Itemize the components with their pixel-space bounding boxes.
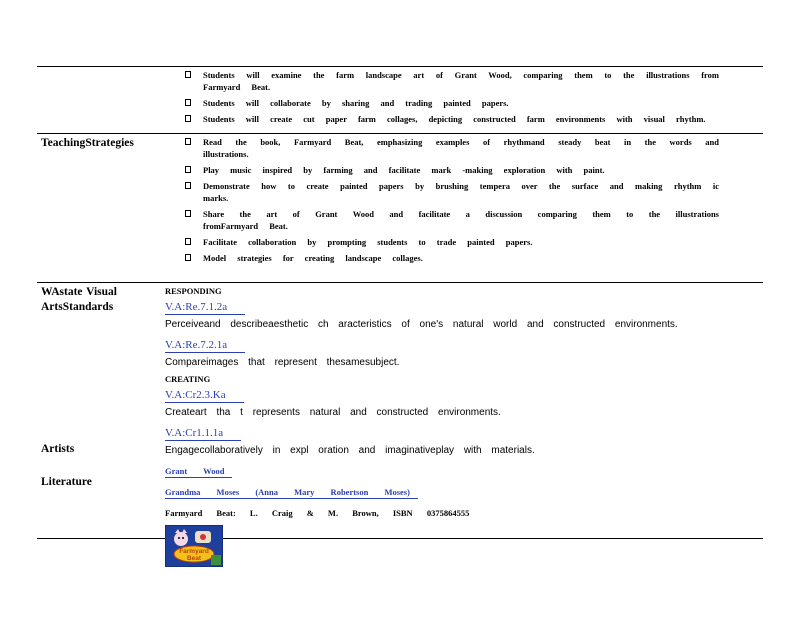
objective-item: Students will collaborate by sharing and trading painted papers.	[185, 97, 719, 109]
objectives-content	[165, 67, 763, 133]
lesson-plan-table	[37, 66, 763, 562]
responding-heading: RESPONDING	[165, 286, 222, 296]
strategy-item: Read the book, Farmyard Beat, emphasizing examples of rhythmand steady beat in the words and illustrations.	[185, 136, 719, 160]
teaching-strategies-content	[165, 134, 763, 282]
literature-label: Literature	[41, 476, 92, 488]
teaching-strategies-row	[37, 133, 763, 282]
artist-link-grant-wood[interactable]: Grant Wood	[165, 465, 232, 478]
literature-citation: Farmyard Beat: L. Craig & M. Brown, ISBN 0375864555	[165, 508, 470, 518]
standards-content	[165, 283, 763, 562]
creating-heading: CREATING	[165, 374, 211, 384]
standard-code-link[interactable]: V.A:Re.7.1.2a	[165, 301, 245, 315]
strategy-item: Facilitate collaboration by prompting students to trade painted papers.	[185, 236, 719, 248]
standard-code-link[interactable]: V.A:Re.7.2.1a	[165, 339, 245, 353]
teaching-strategies-label: Teaching Strategies	[41, 137, 134, 149]
strategy-item: Share the art of Grant Wood and facilitate a discussion comparing them to the illustrations fromFarmyard Beat.	[185, 208, 719, 232]
checkbox-icon	[185, 71, 191, 78]
book-cover-title: Farmyard	[179, 548, 209, 555]
checkbox-icon	[185, 238, 191, 245]
checkbox-icon	[185, 182, 191, 189]
checkbox-icon	[185, 99, 191, 106]
strategy-item: Demonstrate how to create painted papers by brushing tempera over the surface and making rhythm ic marks.	[185, 180, 719, 204]
standard-code-link[interactable]: V.A:Cr1.1.1a	[165, 427, 241, 441]
checkbox-icon	[185, 115, 191, 122]
standard-description: Engagecollaboratively in expl oration and imaginativeplay with materials.	[165, 445, 535, 456]
checkbox-icon	[185, 166, 191, 173]
standard-description: Createart tha t represents natural and constructed environments.	[165, 407, 501, 418]
strategy-item: Model strategies for creating landscape collages.	[185, 252, 719, 264]
book-cover-image	[165, 525, 223, 567]
objective-item: Students will examine the farm landscape art of Grant Wood, comparing them to the illustrations from Farmyard Beat.	[185, 69, 719, 93]
standards-labels: WAstate Visual Arts Standards Artists Literature	[41, 286, 117, 488]
objectives-label	[37, 67, 165, 133]
artist-link-grandma-moses[interactable]: Grandma Moses (Anna Mary Robertson Moses)	[165, 486, 418, 499]
objectives-row	[37, 67, 763, 133]
strategy-item: Play music inspired by farming and facilitate mark -making exploration with paint.	[185, 164, 719, 176]
standard-description: Perceiveand describeaesthetic ch aracteristics of one's natural world and constructed environments.	[165, 319, 678, 330]
checkbox-icon	[185, 254, 191, 261]
book-cover-title: Beat	[186, 555, 202, 562]
objective-item: Students will create cut paper farm collages, depicting constructed farm environments with visual rhythm.	[185, 113, 719, 125]
standards-row	[37, 282, 763, 562]
checkbox-icon	[185, 210, 191, 217]
artists-label: Artists	[41, 443, 75, 455]
standard-description: Compareimages that represent thesamesubject.	[165, 357, 400, 368]
checkbox-icon	[185, 138, 191, 145]
standard-code-link[interactable]: V.A:Cr2.3.Ka	[165, 389, 244, 403]
